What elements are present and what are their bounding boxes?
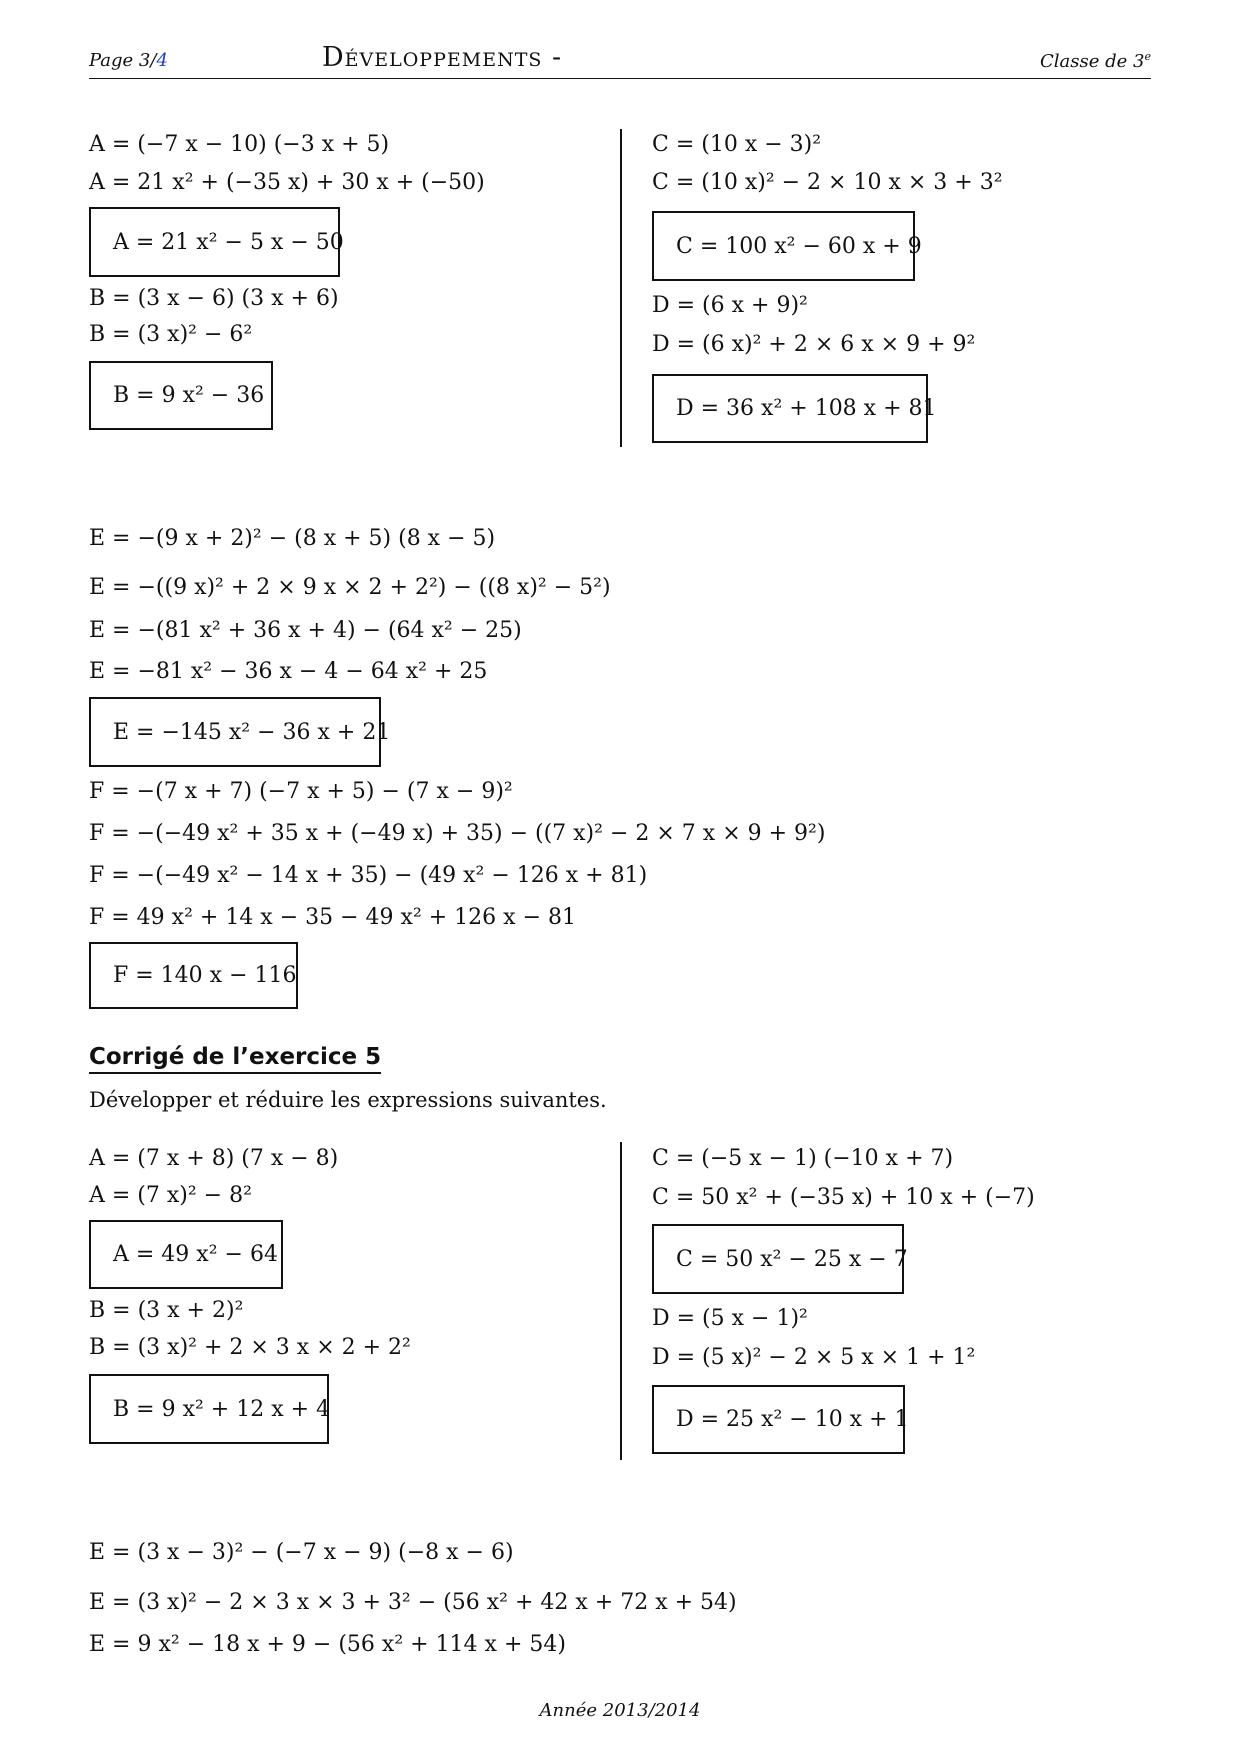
- ex5-d-result-box: D = 25 x² − 10 x + 1: [652, 1385, 905, 1454]
- header-rule: [89, 78, 1151, 79]
- footer-year: Année 2013/2014: [539, 1700, 701, 1721]
- ex4-e-line-1: E = −(9 x + 2)² − (8 x + 5) (8 x − 5): [89, 526, 496, 551]
- page-number: Page 3/4: [89, 50, 168, 71]
- ex5-e-line-1: E = (3 x − 3)² − (−7 x − 9) (−8 x − 6): [89, 1540, 514, 1565]
- ex5-column-divider: [620, 1142, 622, 1460]
- ex4-b-line-1: B = (3 x − 6) (3 x + 6): [89, 286, 339, 311]
- ex4-d-line-1: D = (6 x + 9)²: [652, 293, 808, 318]
- ex5-e-line-3: E = 9 x² − 18 x + 9 − (56 x² + 114 x + 54): [89, 1632, 566, 1657]
- ex4-f-line-2: F = −(−49 x² + 35 x + (−49 x) + 35) − ((7 x)² − 2 × 7 x × 9 + 9²): [89, 821, 826, 846]
- ex5-b-line-2: B = (3 x)² + 2 × 3 x × 2 + 2²: [89, 1335, 411, 1360]
- ex4-e-line-3: E = −(81 x² + 36 x + 4) − (64 x² − 25): [89, 618, 522, 643]
- ex5-c-line-2: C = 50 x² + (−35 x) + 10 x + (−7): [652, 1185, 1035, 1210]
- ex5-d-line-1: D = (5 x − 1)²: [652, 1306, 808, 1331]
- ex5-c-result-box: C = 50 x² − 25 x − 7: [652, 1224, 904, 1294]
- ex4-column-divider: [620, 129, 622, 447]
- class-label: Classe de 3e: [1040, 50, 1151, 72]
- ex4-c-line-2: C = (10 x)² − 2 × 10 x × 3 + 3²: [652, 170, 1003, 195]
- ex4-f-line-3: F = −(−49 x² − 14 x + 35) − (49 x² − 126 x + 81): [89, 863, 648, 888]
- page-total-link[interactable]: 4: [156, 50, 168, 71]
- ex4-a-line-1: A = (−7 x − 10) (−3 x + 5): [89, 132, 390, 157]
- ex4-d-line-2: D = (6 x)² + 2 × 6 x × 9 + 9²: [652, 332, 976, 357]
- ex5-e-line-2: E = (3 x)² − 2 × 3 x × 3 + 3² − (56 x² + 42 x + 72 x + 54): [89, 1590, 737, 1615]
- ex4-e-line-4: E = −81 x² − 36 x − 4 − 64 x² + 25: [89, 659, 488, 684]
- exercise-5-heading: Corrigé de l’exercice 5: [89, 1044, 381, 1074]
- ex4-c-result-box: C = 100 x² − 60 x + 9: [652, 211, 915, 281]
- ex5-c-line-1: C = (−5 x − 1) (−10 x + 7): [652, 1146, 954, 1171]
- ex4-f-result-box: F = 140 x − 116: [89, 942, 298, 1009]
- ex4-f-line-1: F = −(7 x + 7) (−7 x + 5) − (7 x − 9)²: [89, 779, 513, 804]
- ex5-a-result-box: A = 49 x² − 64: [89, 1220, 283, 1289]
- ex4-a-result-box: A = 21 x² − 5 x − 50: [89, 207, 340, 277]
- ex4-f-line-4: F = 49 x² + 14 x − 35 − 49 x² + 126 x − 81: [89, 905, 576, 930]
- ex5-d-line-2: D = (5 x)² − 2 × 5 x × 1 + 1²: [652, 1345, 976, 1370]
- ex4-d-result-box: D = 36 x² + 108 x + 81: [652, 374, 928, 443]
- ex5-b-line-1: B = (3 x + 2)²: [89, 1298, 244, 1323]
- exercise-5-instruction: Développer et réduire les expressions suivantes.: [89, 1088, 607, 1112]
- ex4-e-line-2: E = −((9 x)² + 2 × 9 x × 2 + 2²) − ((8 x)² − 5²): [89, 575, 611, 600]
- ex5-b-result-box: B = 9 x² + 12 x + 4: [89, 1374, 329, 1444]
- ex4-e-result-box: E = −145 x² − 36 x + 21: [89, 697, 381, 767]
- ex5-a-line-1: A = (7 x + 8) (7 x − 8): [89, 1146, 339, 1171]
- ex4-b-line-2: B = (3 x)² − 6²: [89, 322, 253, 347]
- page-title: Développements -: [322, 42, 563, 73]
- ex4-b-result-box: B = 9 x² − 36: [89, 361, 273, 430]
- ex4-c-line-1: C = (10 x − 3)²: [652, 132, 822, 157]
- ex5-a-line-2: A = (7 x)² − 8²: [89, 1183, 252, 1208]
- ex4-a-line-2: A = 21 x² + (−35 x) + 30 x + (−50): [89, 170, 485, 195]
